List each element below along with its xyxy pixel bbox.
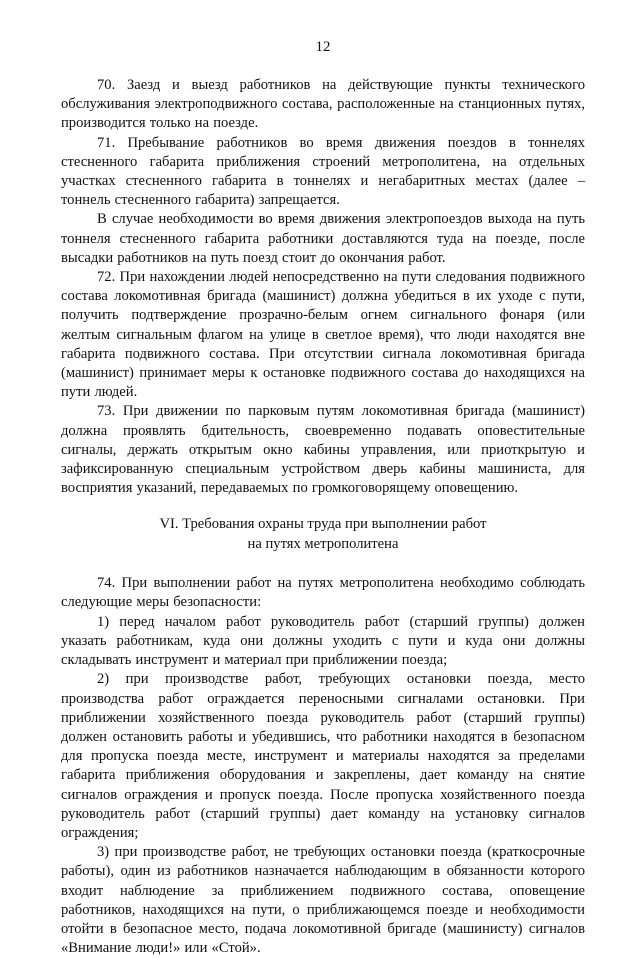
paragraph-74: 74. При выполнении работ на путях метрополитена необходимо соблюдать следующие меры безопасности:: [61, 575, 585, 611]
list-item-3: 3) при производстве работ, не требующих остановки поезда (краткосрочные работы), один из работников назначается наблюдающим в обязанности которого входит наблюдение за приближением подвижного состава, оповещение работников, находящихся на пути, о приближающемся поезде и необходимости отойти в безопасное место, подача локомотивной бригаде (машинисту) сигналов «Внимание люди!» или «Стой».: [61, 844, 585, 957]
list-item-1: 1) перед началом работ руководитель работ (старший группы) должен указать работникам, куда они должны уходить с пути и куда они должны складывать инструмент и материал при приближении поезда;: [61, 613, 585, 669]
paragraphs-after-section: [61, 574, 585, 958]
section-heading-line-2: на путях метрополитена: [247, 535, 399, 552]
section-heading: [61, 515, 585, 554]
paragraph-70: 70. Заезд и выезд работников на действующие пункты технического обслуживания электроподвижного состава, расположенные на станционных путях, производится только на поезде.: [61, 77, 585, 132]
paragraph-71: 71. Пребывание работников во время движения поездов в тоннелях стесненного габарита приближения строений метрополитена, на отдельных участках стесненного габарита в тоннелях и негабаритных местах (далее – тоннель стесненного габарита) запрещается.: [61, 134, 585, 209]
paragraphs-before-section: [61, 76, 585, 498]
section-heading-line-1: VI. Требования охраны труда при выполнении работ: [159, 516, 487, 533]
paragraph-72: 72. При нахождении людей непосредственно на пути следования подвижного состава локомотивная бригада (машинист) должна убедиться в их уходе с пути, получить подтверждение прозрачно-белым огнем сигнального фонаря (или желтым сигнальным флагом на улице в светлое время), что люди находятся вне габарита подвижного состава. При отсутствии сигнала локомотивная бригада (машинист) принимает меры к остановке подвижного состава до находящихся на пути людей.: [61, 269, 585, 401]
page-number: 12: [315, 39, 331, 55]
list-item-2: 2) при производстве работ, требующих остановки поезда, место производства работ ограждается переносными сигналами остановки. При приближении хозяйственного поезда руководитель работ (старший группы) должен остановить работы и убедившись, что работники находятся в безопасном для пропуска поезда месте, инструмент и материалы находятся за пределами габарита приближения оборудования и закреплены, дает команду на снятие сигналов ограждения и пропуск поезда. После пропуска хозяйственного поезда руководитель работ (старший группы) дает команду на установку сигналов ограждения;: [61, 671, 585, 841]
paragraph-71-continued: В случае необходимости во время движения электропоездов выхода на путь тоннеля стесненного габарита работники доставляются туда на поезде, после высадки работников на путь поезд стоит до окончания работ.: [61, 211, 585, 266]
paragraph-73: 73. При движении по парковым путям локомотивная бригада (машинист) должна проявлять бдительность, своевременно подавать оповестительные сигналы, держать открытым окно кабины управления, или приоткрытую и зафиксированную специальным устройством дверь кабины машиниста, для восприятия указаний, передаваемых по громкоговорящему оповещению.: [61, 403, 585, 497]
